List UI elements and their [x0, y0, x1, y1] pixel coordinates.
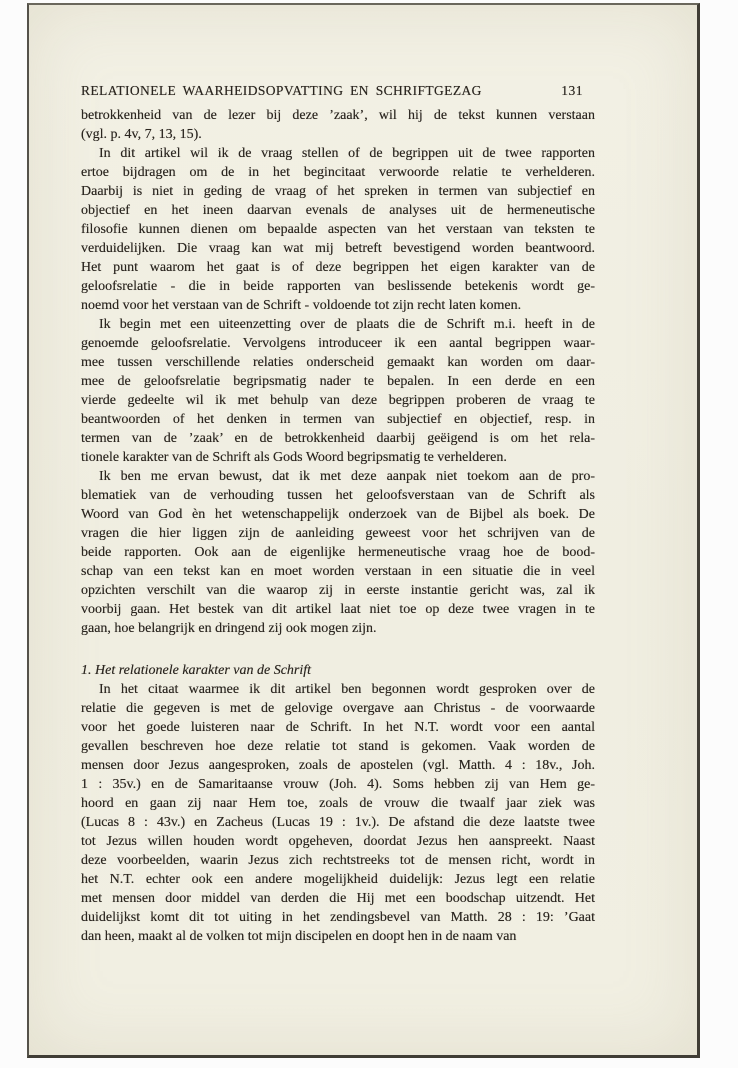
text-line: Ik ben me ervan bewust, dat ik met deze aanpak niet toekom aan de pro- [99, 469, 595, 484]
page-body [81, 106, 595, 946]
text-line: gaan, hoe belangrijk en dringend zij ook mogen zijn. [81, 621, 377, 636]
paragraph [81, 315, 595, 467]
text-line: termen van de ’zaak’ en de betrokkenheid daarbij geëigend is om het rela- [81, 431, 595, 446]
text-line: 1 : 35v.) en de Samaritaanse vrouw (Joh. 4). Soms hebben zij van Hem ge- [81, 777, 595, 792]
text-line: relatie die gegeven is met de gelovige overgave aan Christus - de voorwaarde [81, 701, 595, 716]
text-line: vragen die hier liggen zijn de aanleiding geweest voor het schrijven van de [81, 526, 595, 541]
paragraph [81, 680, 595, 946]
text-line: schap van een tekst kan en moet worden verstaan in een situatie die in veel [81, 564, 595, 579]
text-line: noemd voor het verstaan van de Schrift - voldoende tot zijn recht laten komen. [81, 298, 522, 313]
text-line: (vgl. p. 4v, 7, 13, 15). [81, 127, 202, 142]
text-line: beide rapporten. Ook aan de eigenlijke hermeneutische vraag hoe de bood- [81, 545, 595, 560]
text-line: (Lucas 8 : 43v.) en Zacheus (Lucas 19 : 1v.). De afstand die deze laatste twee [81, 815, 595, 830]
text-line: Het punt waarom het gaat is of deze begrippen het eigen karakter van de [81, 260, 595, 275]
text-line: voorbij gaan. Het bestek van dit artikel laat niet toe op deze twee vragen in te [81, 602, 595, 617]
text-line: tot Jezus willen houden wordt opgeheven, doordat Jezus hen aanspreekt. Naast [81, 834, 595, 849]
text-line: filosofie kunnen dienen om bepaalde aspecten van het verstaan van teksten te [81, 222, 595, 237]
running-header-title: RELATIONELE WAARHEIDSOPVATTING EN SCHRIFTGEZAG [81, 83, 482, 98]
text-line: hoord en gaan zij naar Hem toe, zoals de vrouw die twaalf jaar ziek was [81, 796, 595, 811]
text-line: het N.T. echter ook een andere mogelijkheid duidelijk: Jezus legt een relatie [81, 872, 595, 887]
text-line: verduidelijken. Die vraag kan wat mij betreft bevestigend worden beantwoord. [81, 241, 595, 256]
text-line: Daarbij is niet in geding de vraag of het spreken in termen van subjectief en [81, 184, 595, 199]
text-line: mensen door Jezus aangesproken, zoals de apostelen (vgl. Matth. 4 : 18v., Joh. [81, 758, 595, 773]
section-heading-text: 1. Het relationele karakter van de Schrift [81, 663, 312, 678]
text-line: genoemde geloofsrelatie. Vervolgens introduceer ik een aantal begrippen waar- [81, 336, 595, 351]
text-line: Woord van God èn het wetenschappelijk onderzoek van de Bijbel als boek. De [81, 507, 595, 522]
text-line: ertoe bijdragen om de in het begincitaat verwoorde relatie te verhelderen. [81, 165, 595, 180]
paragraph [81, 144, 595, 315]
text-line: deze voorbeelden, waarin Jezus zich rechtstreeks tot de mensen richt, wordt in [81, 853, 595, 868]
text-line: mee tussen verschillende relaties onderscheid gemaakt kan worden om daar- [81, 355, 595, 370]
text-line: betrokkenheid van de lezer bij deze ’zaak’, wil hij de tekst kunnen verstaan [81, 108, 595, 123]
text-line: Ik begin met een uiteenzetting over de plaats die de Schrift m.i. heeft in de [99, 317, 595, 332]
text-line: voor het goede luisteren naar de Schrift. In het N.T. wordt voor een aantal [81, 720, 595, 735]
text-line: tionele karakter van de Schrift als Gods Woord begripsmatig te verhelderen. [81, 450, 507, 465]
text-line: objectief en het ineen daarvan evenals de analyses uit de hermeneutische [81, 203, 595, 218]
text-line: mee de geloofsrelatie begripsmatig nader te bepalen. In een derde en een [81, 374, 595, 389]
text-line: opzichten verschilt van die waarop zij in eerste instantie gericht was, zal ik [81, 583, 595, 598]
text-line: dan heen, maakt al de volken tot mijn discipelen en doopt hen in de naam van [81, 929, 517, 944]
text-line: met mensen door middel van derden die Hij met een boodschap uitzendt. Het [81, 891, 595, 906]
book-page [27, 3, 700, 1058]
paragraph [81, 106, 595, 144]
text-line: blematiek van de verhouding tussen het geloofsverstaan van de Schrift als [81, 488, 595, 503]
text-line: beantwoorden of het denken in termen van subjectief en objectief, resp. in [81, 412, 595, 427]
text-line: geloofsrelatie - die in beide rapporten van beslissende betekenis wordt ge- [81, 279, 595, 294]
text-line: duidelijkst komt dit tot uiting in het zendingsbevel van Matth. 28 : 19: ’Gaat [81, 910, 595, 925]
text-line: gevallen beschreven hoe deze relatie tot stand is gekomen. Vaak worden de [81, 739, 595, 754]
text-line: In het citaat waarmee ik dit artikel ben begonnen wordt gesproken over de [99, 682, 595, 697]
page-number: 131 [561, 83, 583, 98]
text-line: In dit artikel wil ik de vraag stellen of de begrippen uit de twee rapporten [99, 146, 595, 161]
text-line: vierde gedeelte wil ik met behulp van deze begrippen proberen de vraag te [81, 393, 595, 408]
section-heading [81, 661, 595, 680]
paragraph [81, 467, 595, 638]
running-header [81, 81, 595, 100]
